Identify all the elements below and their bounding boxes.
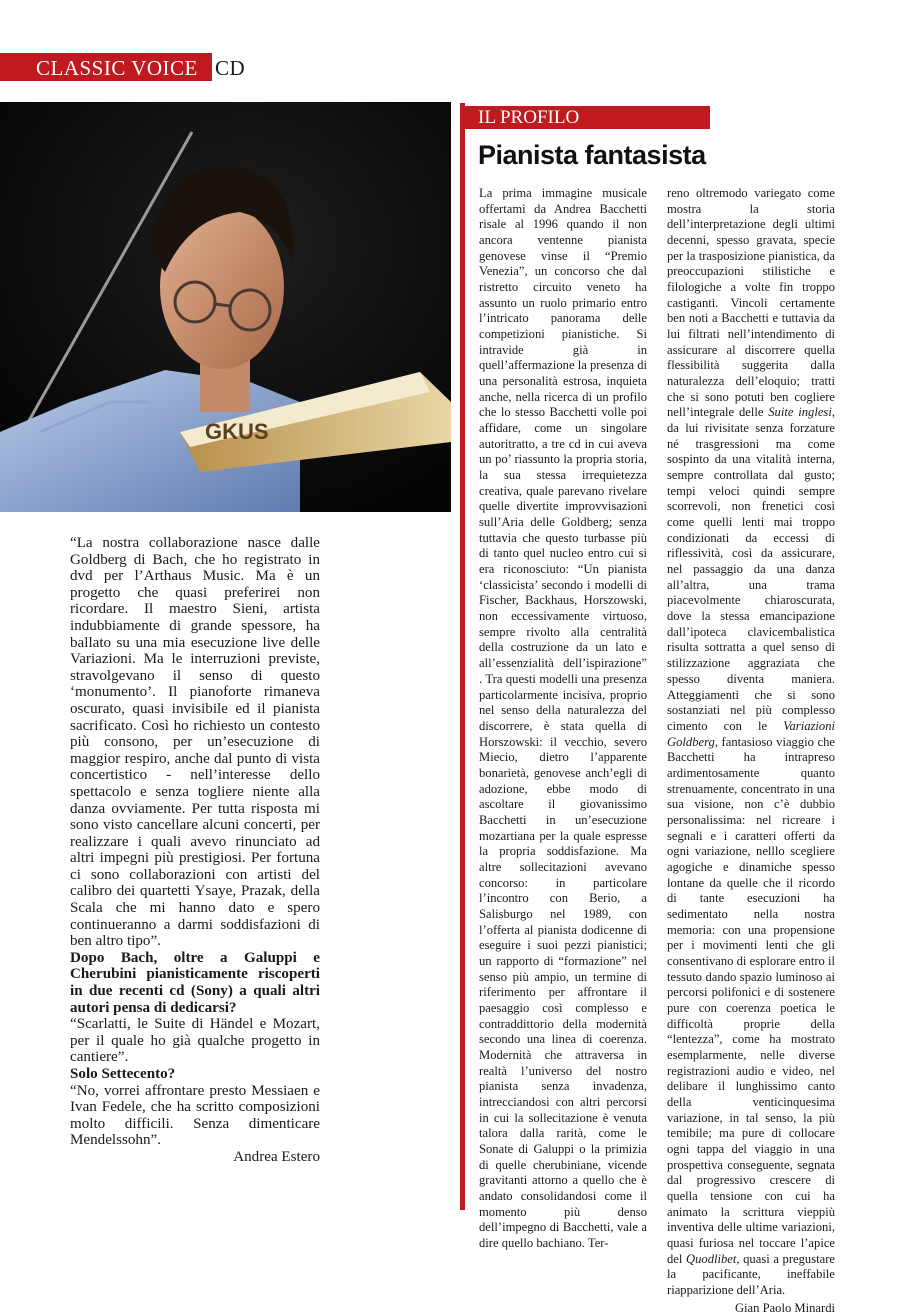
article-paragraph <box>667 186 835 1299</box>
article-text: reno oltremodo variegato come mostra la storia dell’interpretazione degli ultimi decenni, spesso gravata, specie per la trasposizione pianistica, da preoccupazioni stilistiche e filologiche a volte fin troppo castiganti. Vincoli certamente ben noti a Bacchetti e tuttavia da lui filtrati nell’intendimento di assicurare al discorrere quella flessibilità suggerita dalla naturalezza dell’eloquio; tratti che si sono potuti ben cogliere nell’integrale delle <box>667 186 835 420</box>
interview-answer: “No, vorrei affrontare presto Messiaen e Ivan Fedele, che ha scritto composizioni molto difficili. Senza dimenticare Mendelssohn”. <box>70 1082 320 1149</box>
article-text: , quasi a pregustare la pacificante, ineffabile riapparizione dell’Aria. <box>667 1251 835 1298</box>
work-title: Variazioni Goldberg <box>667 718 835 749</box>
article-text: , fantasioso viaggio che Bacchetti ha intrapreso ardimentosamente quanto strenuamente, concentrato in una sua visione, non c’è dubbio personalissima: nel ricreare i segnali e i caratteri offerti da ogni variazione, nelllo scegliere agogiche e dinamiche spesso lontane da quelle che il ricordo di tante esecuzioni ha sedimentato nella nostra memoria: con una propensione per i movimenti lenti che gli consentivano di esplorare entro il tessuto dando spazio luminoso ai percorsi polifonici e di sostenere pure con coerenza poetica le difficoltà proprie della “lentezza”, come ha mostrato esemplarmente, nelle diverse registrazioni audio e video, nel delibare il lunghissimo canto della venticinquesima variazione, in tal senso, la più temibile; ma pure di collocare ogni tappa del viaggio in una prospettiva conseguente, segnata dal progressivo crescere di quella tensione con cui ha animato la scrittura vieppiù inventiva delle ultime variazioni, quasi furiosa nel toccare l’apice del <box>667 734 835 1266</box>
section-label: CD <box>215 56 246 80</box>
interview-answer: “La nostra collaborazione nasce dalle Goldberg di Bach, che ho registrato in dvd per l’Arthaus Music. Ma è un progetto che quasi preferirei non ricordare. Il maestro Sieni, artista indubbiamente di grande spessore, ha ballato su una mia esecuzione live delle Variazioni. Ma le interruzioni previste, stravolgevano il senso di questo ‘monumento’. Il pianoforte rimaneva oscurato, quasi invisibile ed il pianista sacrificato. Così ho richiesto un contesto più consono, per un’esecuzione di maggior respiro, anche dal punto di vista concertistico - nell’interesse dello spettacolo e senza togliere niente alla danza ovviamente. Per tutta risposta mi sono visto cancellare alcuni concerti, per realizzare i quali avevo rinunciato ad altri impegni più prestigiosi. Per fortuna ci sono collaborazioni con artisti del calibro dei quartetti Ysaye, Prazak, della Scala che mi hanno dato e spero continueranno a darmi soddisfazioni di ben altro tipo”. <box>70 535 320 950</box>
book-spine-text: GKUS <box>205 419 269 444</box>
pianist-photo <box>0 102 451 512</box>
article-text: , da lui rivisitate senza forzature né trasgressioni ma come sospinto da una vitalità interna, sempre controllata dal gusto; tempi veloci quindi sempre scorrevoli, non frenetici così come quelli lenti mai troppo condizionati da eccessi di riflessività, così da assicurare, nel passaggio da una danza all’altra, una trama piacevolmente chiaroscurata, dove la stessa emancipazione dall’ipoteca clavicembalistica risulta sottratta a quel senso di stilizzazione aggraziata che spesso diventa maniera. Atteggiamenti che si sono sostanziati nel più complesso cimento con le <box>667 405 835 733</box>
article-column-2 <box>667 186 835 1316</box>
profile-section-label: IL PROFILO <box>478 107 580 128</box>
article-signature: Gian Paolo Minardi <box>734 1300 835 1315</box>
magazine-title: CLASSIC VOICE <box>36 56 198 80</box>
work-title: Suite inglesi <box>768 405 832 420</box>
article-column-1 <box>479 186 647 1252</box>
interview-signature: Andrea Estero <box>233 1148 320 1165</box>
interview-question: Solo Settecento? <box>70 1066 176 1082</box>
article-paragraph: La prima immagine musicale offertami da Andrea Bacchetti risale al 1996 quando il non ancora ventenne pianista genovese vinse il “Premio Venezia”, un concorso che dal ristretto circuito veneto ha assunto un ruolo primario entro l’intricato panorama delle competizioni pianistiche. Si intravide già in quell’affermazione la presenza di una personalità estrosa, inquieta anche, nella ricerca di un profilo che lo stesso Bacchetti volle poi affidare, come un singolare autoritratto, a tre cd in cui aveva un po’ riassunto la propria storia, la sua stessa irrequietezza creativa, quale parevano rivelare quelle divertite improvvisazioni sull’Aria delle Goldberg; senza tuttavia che questo turbasse più di tanto quel nucleo entro cui si era riconosciuto: “Un pianista ‘classicista’ secondo i modelli di Fischer, Backhaus, Horszowski, non eccessivamente virtuoso, sempre rivolto alla centralità della costruzione da un lato e all’essenzialità dell’ispirazione” . Tra questi modelli una presenza particolarmente incisiva, proprio nel senso della naturalezza del discorrere, è stata quella di Horszowski: il vecchio, severo Miecio, dietro l’apparente bonarietà, genovese anch’egli di adozione, ebbe modo di ascoltare il giovanissimo Bacchetti in un’esecuzione mozartiana per la quale espresse la propria soddisfazione. Ma altre sollecitazioni avevano concorso: in particolare l’incontro con Berio, a Salisburgo nel 1989, con l’offerta al pianista dodicenne di eseguire i suoi pezzi pianistici; un rapporto di “formazione” nel senso più ampio, un termine di riferimento per affrontare il paesaggio così complesso e contraddittorio della modernità secondo una linea di coerenza. Modernità che attraversa in realtà l’universo del nostro pianista senza invadenza, intrecciandosi con altri percorsi in cui la sollecitazione è venuta talora dalla rarità, come le Sonate di Galuppi o la primizia di quelle cherubiniane, vicende gravitanti attorno a quello che è andato consolidandosi come il momento più denso dell’impegno di Bacchetti, vale a dire quello bachiano. Ter- <box>479 186 647 1251</box>
profile-divider <box>460 103 465 1210</box>
pianist-illustration <box>0 102 451 512</box>
interview-question: Dopo Bach, oltre a Galuppi e Cherubini pianisticamente riscoperti in due recenti cd (Sony) a quali altri autori pensa di dedicarsi? <box>70 949 320 1016</box>
interview-answer: “Scarlatti, le Suite di Händel e Mozart, per il quale ho già qualche progetto in cantiere”. <box>70 1016 320 1066</box>
work-title: Quodlibet <box>686 1251 737 1266</box>
article-headline: Pianista fantasista <box>478 140 706 170</box>
interview-text <box>70 535 320 1166</box>
